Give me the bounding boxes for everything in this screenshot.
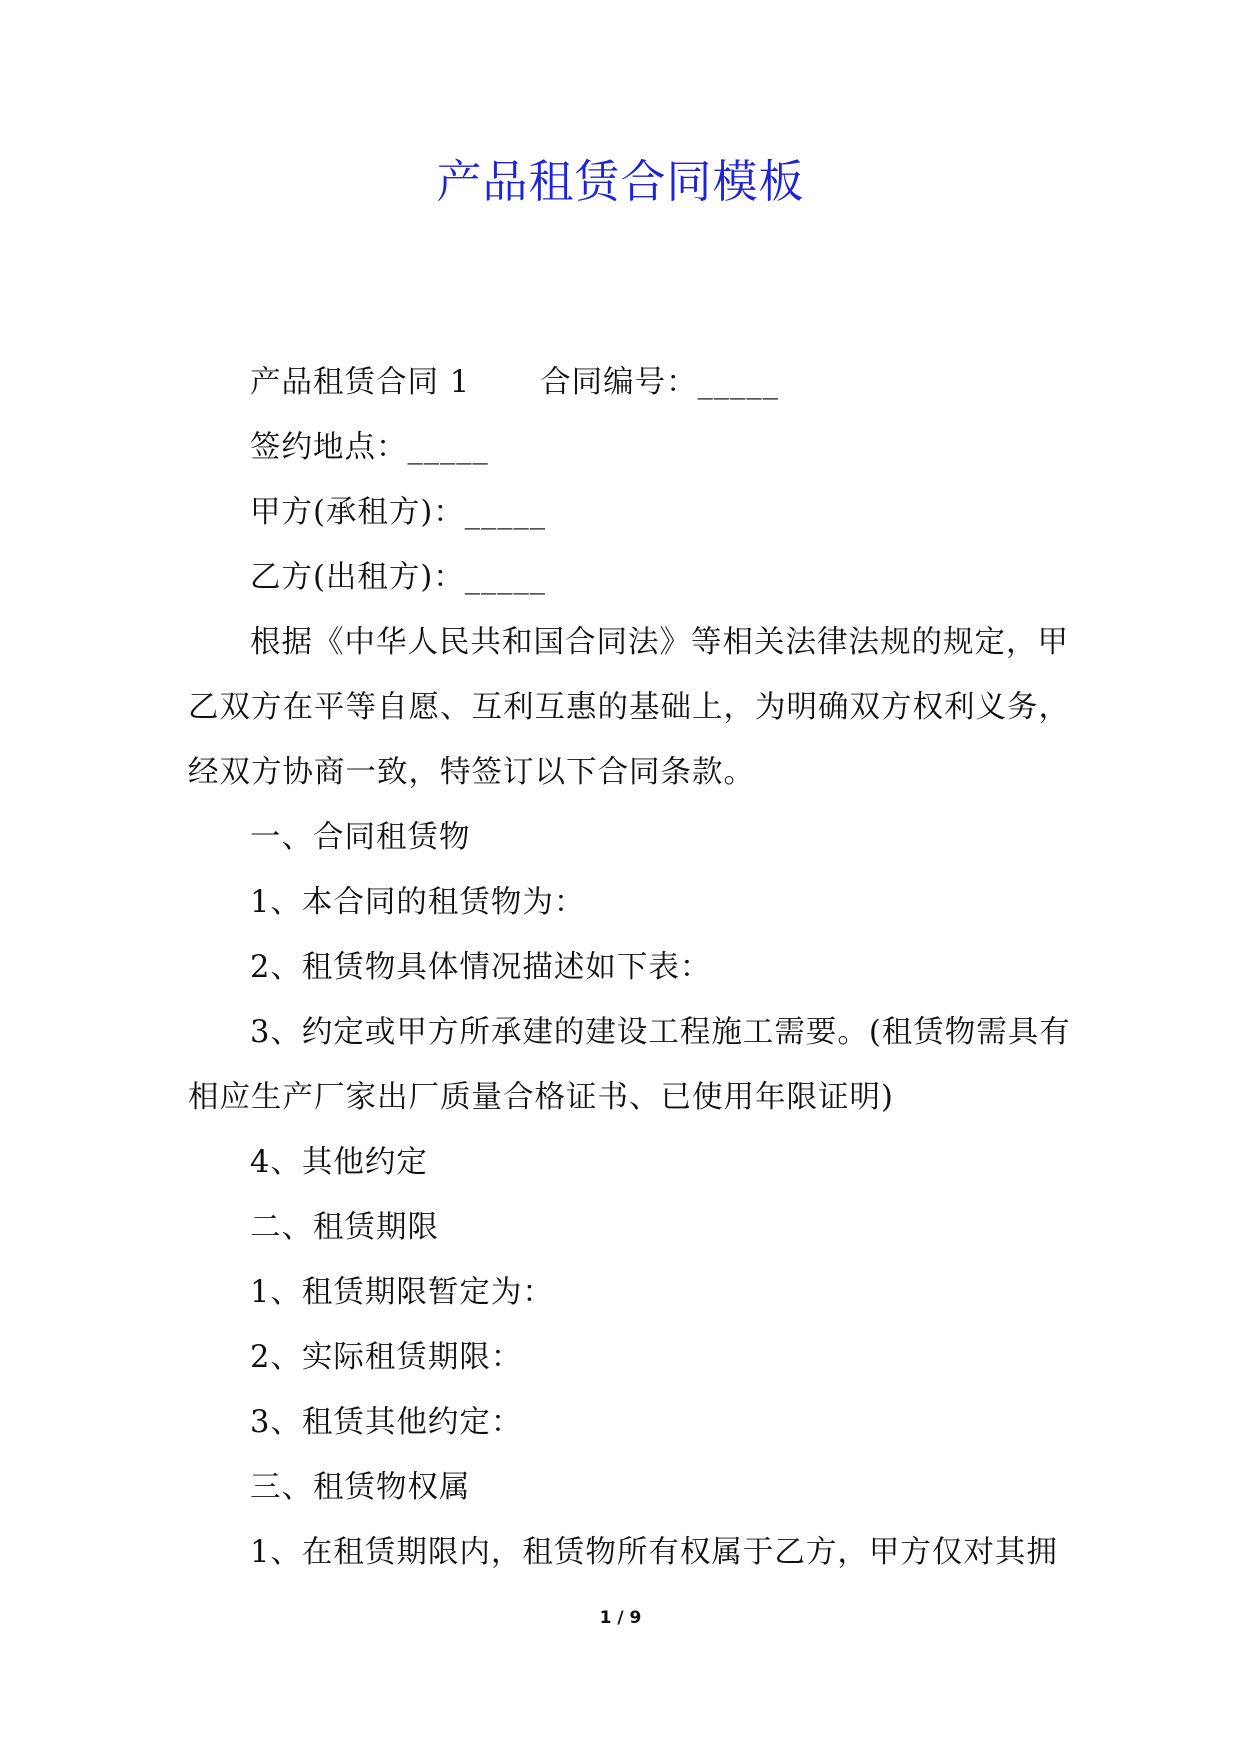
section-heading: 一、合同租赁物 (250, 820, 471, 855)
section-heading: 二、租赁期限 (250, 1210, 439, 1245)
section-heading: 三、租赁物权属 (250, 1470, 471, 1505)
signing-place-line: 签约地点：_____ (250, 430, 489, 465)
clause-line: 1、本合同的租赁物为： (250, 885, 586, 920)
document-title: 产品租赁合同模板 (436, 155, 805, 208)
clause-line: 3、租赁其他约定： (250, 1405, 523, 1440)
paragraph-line: 经双方协商一致，特签订以下合同条款。 (188, 755, 755, 790)
clause-line: 4、其他约定 (250, 1145, 428, 1180)
contract-name: 产品租赁合同 1 (250, 365, 471, 400)
paragraph-line: 乙双方在平等自愿、互利互惠的基础上，为明确双方权利义务， (188, 690, 1070, 725)
clause-line: 2、实际租赁期限： (250, 1340, 523, 1375)
clause-line: 1、在租赁期限内，租赁物所有权属于乙方，甲方仅对其拥 (250, 1535, 1058, 1570)
party-a-line: 甲方(承租方)：_____ (250, 495, 547, 530)
clause-line: 3、约定或甲方所承建的建设工程施工需要。(租赁物需具有 (250, 1015, 1071, 1050)
clause-line: 相应生产厂家出厂质量合格证书、已使用年限证明) (188, 1080, 894, 1115)
page-number: 1 / 9 (599, 1608, 642, 1628)
party-b-line: 乙方(出租方)：_____ (250, 560, 547, 595)
clause-line: 2、租赁物具体情况描述如下表： (250, 950, 712, 985)
contract-header-line (188, 350, 1058, 415)
clause-line: 1、租赁期限暂定为： (250, 1275, 554, 1310)
document-body (188, 350, 1071, 1585)
paragraph-line: 根据《中华人民共和国合同法》等相关法律法规的规定，甲 (250, 625, 1069, 660)
contract-number-field: 合同编号：_____ (540, 365, 779, 400)
